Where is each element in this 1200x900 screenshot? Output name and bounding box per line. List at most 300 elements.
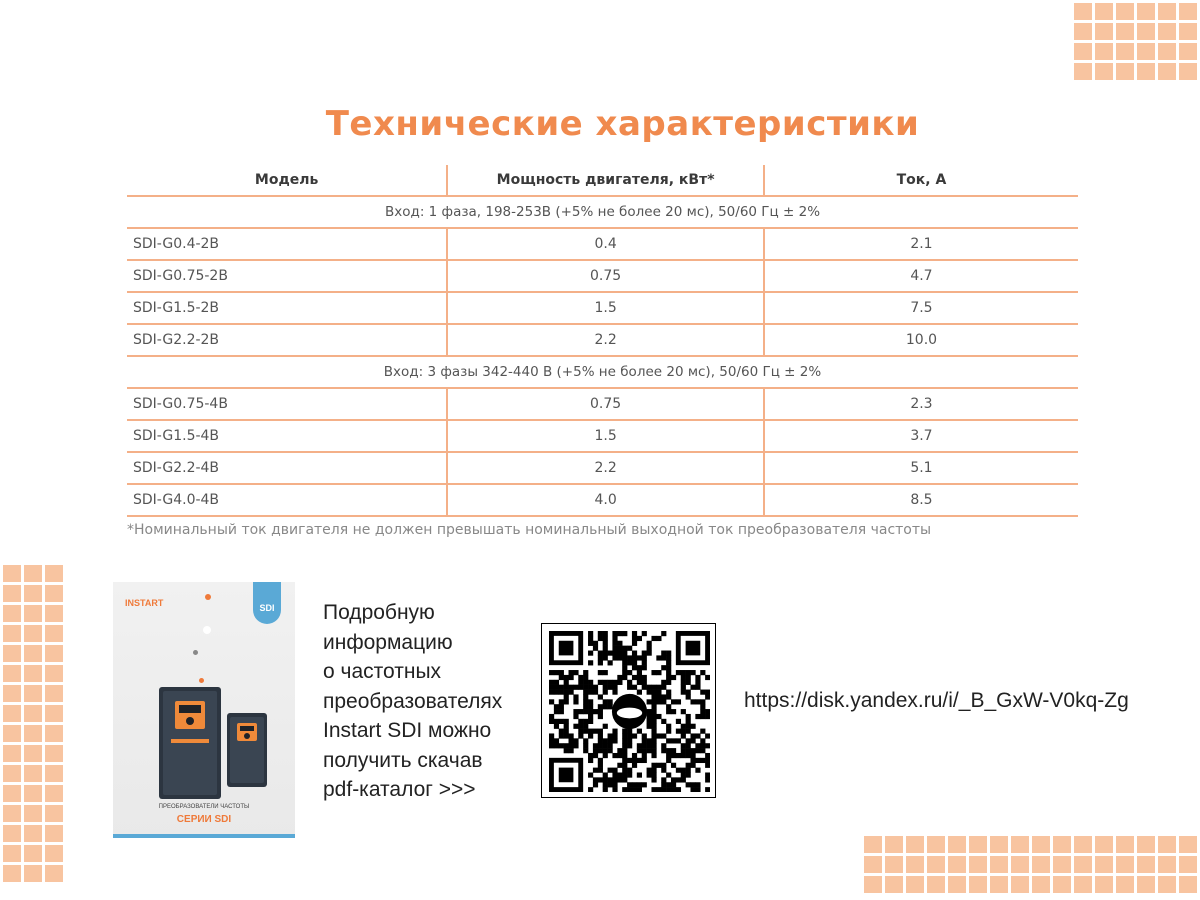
qr-module [705,733,710,738]
qr-module [608,699,613,704]
qr-module [681,675,686,680]
info-line: Instart SDI можно [323,719,492,742]
qr-module [695,787,700,792]
qr-module [642,655,647,660]
header-current: Ток, А [764,165,1078,196]
decor-square [1116,43,1134,60]
info-line: pdf-каталог >>> [323,778,476,801]
qr-module [651,743,656,748]
qr-module [676,670,681,675]
qr-module [588,685,593,690]
qr-module [690,758,695,763]
cell-power: 4.0 [447,484,764,516]
qr-module [549,685,554,690]
qr-module [676,699,681,704]
qr-module [661,655,666,660]
qr-module [651,738,656,743]
qr-module [666,675,671,680]
decor-square [1011,856,1029,873]
qr-module [647,709,652,714]
qr-module [690,787,695,792]
qr-module [681,772,686,777]
decor-square [948,856,966,873]
qr-module [632,733,637,738]
qr-module [583,670,588,675]
decor-square [1074,856,1092,873]
qr-module [598,714,603,719]
decor-square [45,705,63,722]
qr-module [656,787,661,792]
qr-module [656,699,661,704]
qr-module [573,694,578,699]
decor-square [1137,63,1155,80]
catalog-cover-image[interactable] [113,582,295,838]
qr-module [651,768,656,773]
qr-module [632,665,637,670]
qr-module [612,733,617,738]
qr-module [588,636,593,641]
decor-square [1158,23,1176,40]
qr-module [617,631,622,636]
qr-module [695,743,700,748]
cell-model: SDI-G2.2-2B [127,324,447,356]
qr-module [583,729,588,734]
qr-module [676,787,681,792]
header-power: Мощность двигателя, кВт* [447,165,764,196]
qr-module [554,738,559,743]
qr-module [695,748,700,753]
cell-model: SDI-G1.5-4B [127,420,447,452]
decor-square [1116,63,1134,80]
qr-module [705,690,710,695]
qr-module [681,709,686,714]
cell-current: 7.5 [764,292,1078,324]
qr-module [632,636,637,641]
qr-module [627,782,632,787]
footnote: *Номинальный ток двигателя не должен превышать номинальный выходной ток преобразователя частоты [127,522,932,538]
qr-module [666,680,671,685]
qr-module [622,651,627,656]
qr-module [612,787,617,792]
qr-module [686,675,691,680]
qr-module [588,631,593,636]
qr-module [656,714,661,719]
qr-module [583,743,588,748]
qr-module [554,690,559,695]
qr-module [603,641,608,646]
qr-module [598,694,603,699]
qr-module [598,709,603,714]
qr-module [681,743,686,748]
decor-square [1116,856,1134,873]
qr-module [608,680,613,685]
decor-square [1158,856,1176,873]
decor-squares-left [3,565,63,882]
qr-module [593,743,598,748]
qr-module [627,733,632,738]
decor-square [24,725,42,742]
qr-module [661,748,666,753]
qr-module [583,680,588,685]
qr-module [622,768,627,773]
qr-module [695,714,700,719]
qr-module [690,738,695,743]
qr-module [647,699,652,704]
cell-model: SDI-G0.75-2B [127,260,447,292]
qr-module [661,680,666,685]
qr-module [642,651,647,656]
decor-square [969,876,987,893]
qr-module [608,768,613,773]
qr-module [559,675,564,680]
qr-module [622,777,627,782]
qr-module [632,675,637,680]
qr-module [583,704,588,709]
group-row [127,356,1078,388]
qr-module [666,660,671,665]
qr-module [695,758,700,763]
qr-module [598,660,603,665]
qr-module [554,670,559,675]
qr-module [603,655,608,660]
decor-square [24,705,42,722]
qr-module [676,768,681,773]
qr-module [637,680,642,685]
qr-module [686,753,691,758]
decor-square [1179,3,1197,20]
decor-square [1116,23,1134,40]
qr-module [603,646,608,651]
qr-module [671,709,676,714]
qr-module [656,685,661,690]
qr-module [559,729,564,734]
qr-module [549,738,554,743]
qr-module [642,685,647,690]
qr-module [632,787,637,792]
decor-square [1074,43,1092,60]
qr-module [705,777,710,782]
qr-module [661,651,666,656]
decor-square [24,605,42,622]
qr-module [661,768,666,773]
qr-module [593,685,598,690]
qr-module [661,733,666,738]
qr-module [700,729,705,734]
decor-square [1158,43,1176,60]
qr-center-logo-icon [617,708,642,719]
qr-module [593,782,598,787]
decor-square [45,745,63,762]
cell-power: 2.2 [447,324,764,356]
qr-module [569,738,574,743]
qr-module [651,724,656,729]
qr-module [598,729,603,734]
qr-module [608,782,613,787]
qr-module [578,709,583,714]
qr-module [559,709,564,714]
decor-square [3,665,21,682]
qr-module [598,636,603,641]
qr-module [651,685,656,690]
qr-module [622,763,627,768]
qr-module [637,655,642,660]
decor-square [1095,63,1113,80]
qr-module [627,772,632,777]
qr-module [564,685,569,690]
qr-module [603,685,608,690]
qr-module [578,733,583,738]
qr-module [666,665,671,670]
qr-module [632,758,637,763]
decor-square [24,585,42,602]
decor-square [24,565,42,582]
qr-module [695,768,700,773]
decor-square [990,876,1008,893]
qr-module [651,670,656,675]
qr-module [622,743,627,748]
qr-module [593,777,598,782]
decor-square [1095,23,1113,40]
qr-module [564,743,569,748]
decor-square [45,805,63,822]
qr-module [637,675,642,680]
qr-module [661,694,666,699]
qr-module [627,660,632,665]
qr-module [666,694,671,699]
qr-module [647,690,652,695]
qr-module [622,733,627,738]
qr-module [598,651,603,656]
qr-module [622,655,627,660]
qr-module [676,729,681,734]
decor-square [1179,836,1197,853]
qr-module [569,670,574,675]
qr-module [598,743,603,748]
qr-module [564,699,569,704]
qr-module [637,636,642,641]
qr-module [681,729,686,734]
qr-module [612,738,617,743]
qr-module [642,748,647,753]
qr-module [686,768,691,773]
decor-square [3,585,21,602]
qr-module [588,733,593,738]
qr-module [647,646,652,651]
decor-square [927,876,945,893]
qr-module [598,680,603,685]
qr-module [676,719,681,724]
qr-module [671,777,676,782]
decor-square [1011,836,1029,853]
info-line: информацию [323,630,453,654]
qr-module [608,704,613,709]
page-title: Технические характеристики [325,104,920,144]
qr-module [705,709,710,714]
qr-module [617,651,622,656]
qr-module [681,768,686,773]
cell-current: 5.1 [764,452,1078,484]
qr-module [559,743,564,748]
qr-module [588,714,593,719]
decor-square [1053,836,1071,853]
qr-module [583,748,588,753]
decor-square [1074,63,1092,80]
qr-module [656,763,661,768]
cell-power: 1.5 [447,292,764,324]
qr-module [559,690,564,695]
qr-module [588,641,593,646]
info-text [323,598,533,805]
decor-square [1095,836,1113,853]
cell-power: 1.5 [447,420,764,452]
decor-square [1158,836,1176,853]
decor-square [45,585,63,602]
qr-finder [686,641,701,656]
table-row [127,260,1078,292]
qr-module [603,651,608,656]
qr-module [622,660,627,665]
qr-module [632,782,637,787]
qr-module [632,685,637,690]
qr-module [666,651,671,656]
qr-module [637,748,642,753]
qr-module [578,680,583,685]
qr-module [666,772,671,777]
qr-module [608,660,613,665]
qr-module [617,748,622,753]
qr-module [676,777,681,782]
inverter-device-illustration [153,677,283,802]
download-link[interactable]: https://disk.yandex.ru/i/_B_GxW-V0kq-Zg [744,689,1129,712]
qr-module [549,690,554,695]
decor-square [1011,876,1029,893]
qr-module [647,714,652,719]
qr-code-pattern [549,631,710,792]
decor-square [3,645,21,662]
qr-module [681,680,686,685]
qr-module [603,738,608,743]
decor-square [45,565,63,582]
qr-module [642,631,647,636]
catalog-series: СЕРИИ SDI [176,814,232,825]
decor-square [1158,3,1176,20]
qr-module [588,651,593,656]
qr-module [559,704,564,709]
qr-module [705,758,710,763]
decor-square [1137,43,1155,60]
decor-square [24,785,42,802]
decor-square [1158,876,1176,893]
qr-module [637,665,642,670]
qr-module [583,709,588,714]
qr-module [622,772,627,777]
qr-module [700,690,705,695]
qr-module [588,690,593,695]
decor-square [1137,23,1155,40]
qr-module [583,675,588,680]
qr-module [588,680,593,685]
qr-module [617,646,622,651]
qr-module [651,753,656,758]
qr-module [656,690,661,695]
qr-module [705,763,710,768]
qr-module [564,694,569,699]
decor-square [990,836,1008,853]
decor-square [45,605,63,622]
decor-square [24,625,42,642]
dot-decoration [205,594,211,600]
qr-module [642,753,647,758]
info-line: о частотных [323,660,442,683]
qr-module [603,631,608,636]
qr-module [588,699,593,704]
qr-module [651,694,656,699]
decor-square [1179,23,1197,40]
qr-module [612,680,617,685]
qr-module [593,641,598,646]
qr-module [632,651,637,656]
qr-module [573,670,578,675]
qr-module [559,719,564,724]
qr-module [559,670,564,675]
qr-module [573,743,578,748]
qr-module [671,699,676,704]
qr-module [608,685,613,690]
qr-module [705,743,710,748]
qr-module [617,680,622,685]
decor-square [948,836,966,853]
qr-module [651,714,656,719]
decor-square [3,625,21,642]
qr-module [598,670,603,675]
qr-module [588,709,593,714]
table-row [127,228,1078,260]
qr-module [583,724,588,729]
decor-square [1179,856,1197,873]
decor-square [24,745,42,762]
qr-module [656,655,661,660]
qr-module [695,733,700,738]
qr-module [583,719,588,724]
qr-module [651,787,656,792]
qr-module [666,670,671,675]
qr-module [700,748,705,753]
qr-module [647,772,652,777]
qr-module [656,733,661,738]
qr-module [612,631,617,636]
qr-module [647,748,652,753]
decor-square [1032,856,1050,873]
qr-module [642,758,647,763]
qr-module [627,738,632,743]
decor-square [3,605,21,622]
table-row [127,292,1078,324]
qr-module [651,704,656,709]
qr-module [651,733,656,738]
qr-module [549,743,554,748]
qr-module [686,738,691,743]
qr-module [700,670,705,675]
qr-module [651,777,656,782]
decor-square [864,876,882,893]
qr-module [617,655,622,660]
info-line: получить скачав [323,748,483,772]
qr-code[interactable] [541,623,716,798]
qr-module [642,665,647,670]
qr-module [695,699,700,704]
qr-module [573,709,578,714]
decor-square [927,836,945,853]
